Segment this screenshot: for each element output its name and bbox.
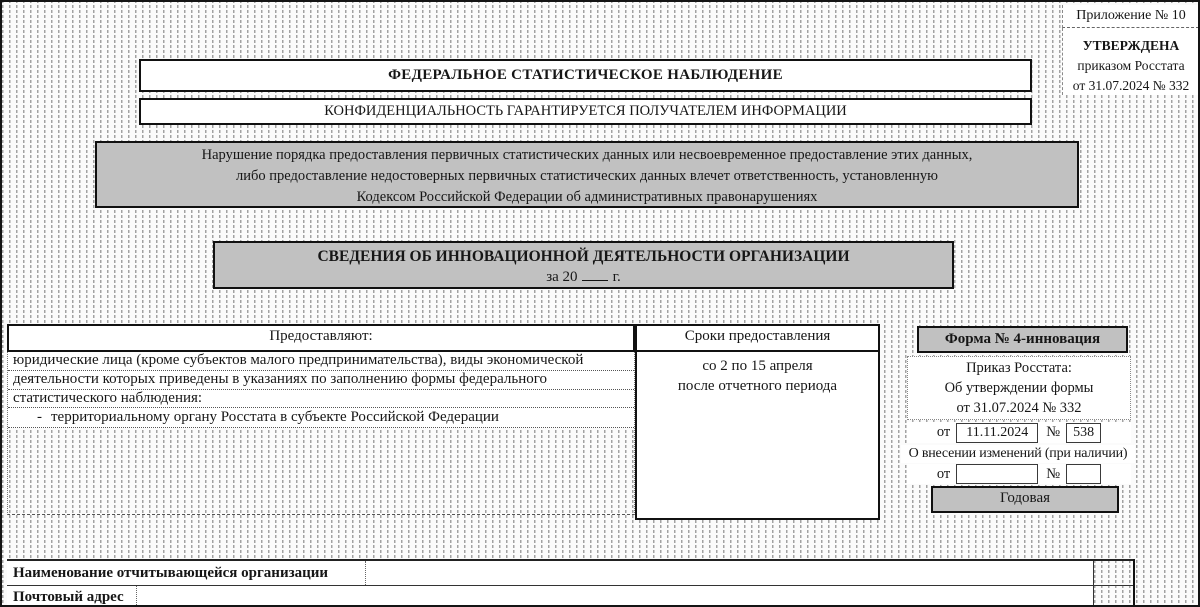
deadline-line: после отчетного периода bbox=[677, 378, 838, 394]
form-title-box bbox=[213, 241, 954, 289]
order-info-box bbox=[907, 356, 1131, 420]
from-label: от bbox=[936, 424, 951, 440]
confidentiality-banner: КОНФИДЕНЦИАЛЬНОСТЬ ГАРАНТИРУЕТСЯ ПОЛУЧАТЕЛЕМ ИНФОРМАЦИИ bbox=[139, 98, 1032, 125]
amendments-row bbox=[907, 464, 1131, 484]
org-row-tail-cell bbox=[1093, 561, 1133, 585]
number-label: № bbox=[1046, 424, 1061, 440]
address-row-tail-cell bbox=[1093, 586, 1133, 607]
year-suffix: г. bbox=[612, 269, 621, 285]
right-column-divider bbox=[1133, 559, 1135, 607]
approved-by: приказом Росстата bbox=[1077, 58, 1185, 73]
order-line: Приказ Росстата: bbox=[966, 360, 1072, 376]
approved-date: от 31.07.2024 № 332 bbox=[1072, 78, 1190, 93]
appendix-number: Приложение № 10 bbox=[1062, 5, 1199, 28]
order-number-field: 538 bbox=[1066, 423, 1101, 443]
approval-stamp bbox=[1062, 28, 1199, 95]
providers-table bbox=[7, 324, 635, 510]
warning-line: Кодексом Российской Федерации об административных правонарушениях bbox=[356, 189, 818, 205]
org-name-label: Наименование отчитывающейся организации bbox=[7, 561, 366, 585]
form-title: СВЕДЕНИЯ ОБ ИННОВАЦИОННОЙ ДЕЯТЕЛЬНОСТИ ОРГАНИЗАЦИИ bbox=[317, 248, 850, 265]
amend-number-label: № bbox=[1046, 465, 1061, 482]
deadlines-table bbox=[635, 324, 880, 510]
order-date-field: 11.11.2024 bbox=[956, 423, 1038, 443]
year-prefix: за 20 bbox=[546, 269, 578, 285]
warning-line: либо предоставление недостоверных первичных статистических данных влечет ответственность, установленную bbox=[235, 168, 939, 184]
year-blank-field[interactable] bbox=[582, 268, 608, 281]
providers-text-line: деятельности которых приведены в указаниях по заполнению формы федерального bbox=[8, 371, 634, 390]
violation-warning-box bbox=[95, 141, 1079, 208]
report-year-line bbox=[215, 267, 952, 287]
warning-line: Нарушение порядка предоставления первичных статистических данных или несвоевременное предоставление этих данных, bbox=[201, 147, 973, 163]
postal-address-label: Почтовый адрес bbox=[7, 586, 137, 607]
order-date-row bbox=[907, 422, 1131, 443]
postal-address-field[interactable] bbox=[137, 586, 1093, 607]
federal-observation-banner: ФЕДЕРАЛЬНОЕ СТАТИСТИЧЕСКОЕ НАБЛЮДЕНИЕ bbox=[139, 59, 1032, 92]
providers-text-line: статистического наблюдения: bbox=[8, 390, 634, 408]
deadlines-header: Сроки предоставления bbox=[635, 324, 880, 352]
recipient-text: территориальному органу Росстата в субъекте Российской Федерации bbox=[51, 409, 499, 425]
org-name-row bbox=[7, 559, 1133, 586]
approved-label: УТВЕРЖДЕНА bbox=[1082, 38, 1180, 53]
deadlines-body bbox=[635, 352, 880, 520]
list-dash: - bbox=[37, 409, 42, 425]
form-name-box: Форма № 4-инновация bbox=[917, 326, 1128, 353]
order-line: от 31.07.2024 № 332 bbox=[956, 400, 1082, 416]
amend-date-field[interactable] bbox=[956, 464, 1038, 484]
deadline-line: со 2 по 15 апреля bbox=[702, 358, 813, 374]
providers-recipient-line bbox=[8, 408, 634, 428]
postal-address-row bbox=[7, 586, 1133, 607]
amend-number-field[interactable] bbox=[1066, 464, 1101, 484]
amend-from-label: от bbox=[936, 465, 951, 482]
periodicity-box: Годовая bbox=[931, 486, 1119, 513]
order-line: Об утверждении формы bbox=[944, 380, 1094, 396]
providers-body bbox=[7, 352, 635, 515]
providers-header: Предоставляют: bbox=[7, 324, 635, 352]
org-name-field[interactable] bbox=[366, 561, 1093, 585]
providers-text-line: юридические лица (кроме субъектов малого предпринимательства), виды экономической bbox=[8, 352, 634, 371]
amendments-title: О внесении изменений (при наличии) bbox=[901, 445, 1135, 463]
